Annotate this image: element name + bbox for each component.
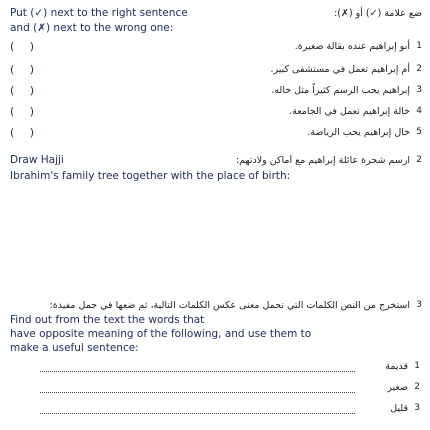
statement-number: 2 [416, 64, 422, 74]
statement-row-5 [10, 126, 422, 142]
statement-text: أبو إبراهيم عنده بقالة صغيرة. [294, 41, 410, 52]
answer-parentheses[interactable]: ( ) [10, 63, 41, 76]
answer-line[interactable] [40, 371, 355, 372]
answer-line[interactable] [40, 392, 355, 393]
answer-row-2 [40, 381, 420, 397]
statement-row-4 [10, 105, 422, 121]
answer-row-3 [40, 402, 420, 418]
statement-number: 3 [416, 85, 422, 95]
instruction-en-line-1: Put (✓) next to the right sentence [10, 7, 188, 19]
section2-ar: ارسم شجرة عائلة إبراهيم مع أماكن ولادتهم: [235, 155, 410, 166]
statement-number: 5 [416, 127, 422, 137]
answer-number: 3 [414, 403, 420, 413]
statement-number: 4 [416, 106, 422, 116]
section3-number: 3 [416, 300, 422, 310]
answer-number: 2 [414, 382, 420, 392]
section2-en-line-2: Ibrahim's family tree together with the place of birth: [10, 170, 291, 182]
answer-line[interactable] [40, 413, 355, 414]
statement-row-1 [10, 40, 422, 56]
family-tree-drawing-area[interactable] [10, 188, 420, 296]
instruction-ar: ضع علامة (✓) أو (✗): [334, 8, 422, 19]
statement-row-3 [10, 84, 422, 100]
answer-parentheses[interactable]: ( ) [10, 126, 41, 139]
statement-row-2 [10, 63, 422, 79]
statement-text: خالة إبراهيم تعمل في الجامعة. [289, 106, 410, 117]
answer-parentheses[interactable]: ( ) [10, 84, 41, 97]
section3-en-line-2: have opposite meaning of the following, and use them to [10, 328, 312, 340]
answer-word: قليل [390, 403, 408, 414]
section2-en-line-1: Draw Hajji [10, 154, 64, 166]
section3-ar: استخرج من النص الكلمات التي تحمل معنى عكس الكلمات التالية، ثم ضعها في جمل مفيدة: [49, 300, 410, 311]
statement-text: أم إبراهيم تعمل في مستشفى كبير. [270, 64, 410, 75]
section2-number: 2 [416, 155, 422, 165]
answer-number: 1 [414, 361, 420, 371]
instruction-en-line-2: and (✗) next to the wrong one: [10, 22, 174, 34]
answer-parentheses[interactable]: ( ) [10, 105, 41, 118]
answer-row-1 [40, 360, 420, 376]
statement-text: خال إبراهيم يحب الرياضة. [307, 127, 410, 138]
statement-number: 1 [416, 41, 422, 51]
statement-text: إبراهيم يحب الرسم كثيراً مثل خاله. [271, 85, 410, 96]
section3-en-line-1: Find out from the text the words that [10, 314, 205, 326]
answer-parentheses[interactable]: ( ) [10, 40, 41, 53]
section3-en-line-3: make a useful sentence: [10, 342, 139, 354]
answer-word: قديمة [385, 361, 408, 372]
answer-word: صغير [387, 382, 408, 393]
